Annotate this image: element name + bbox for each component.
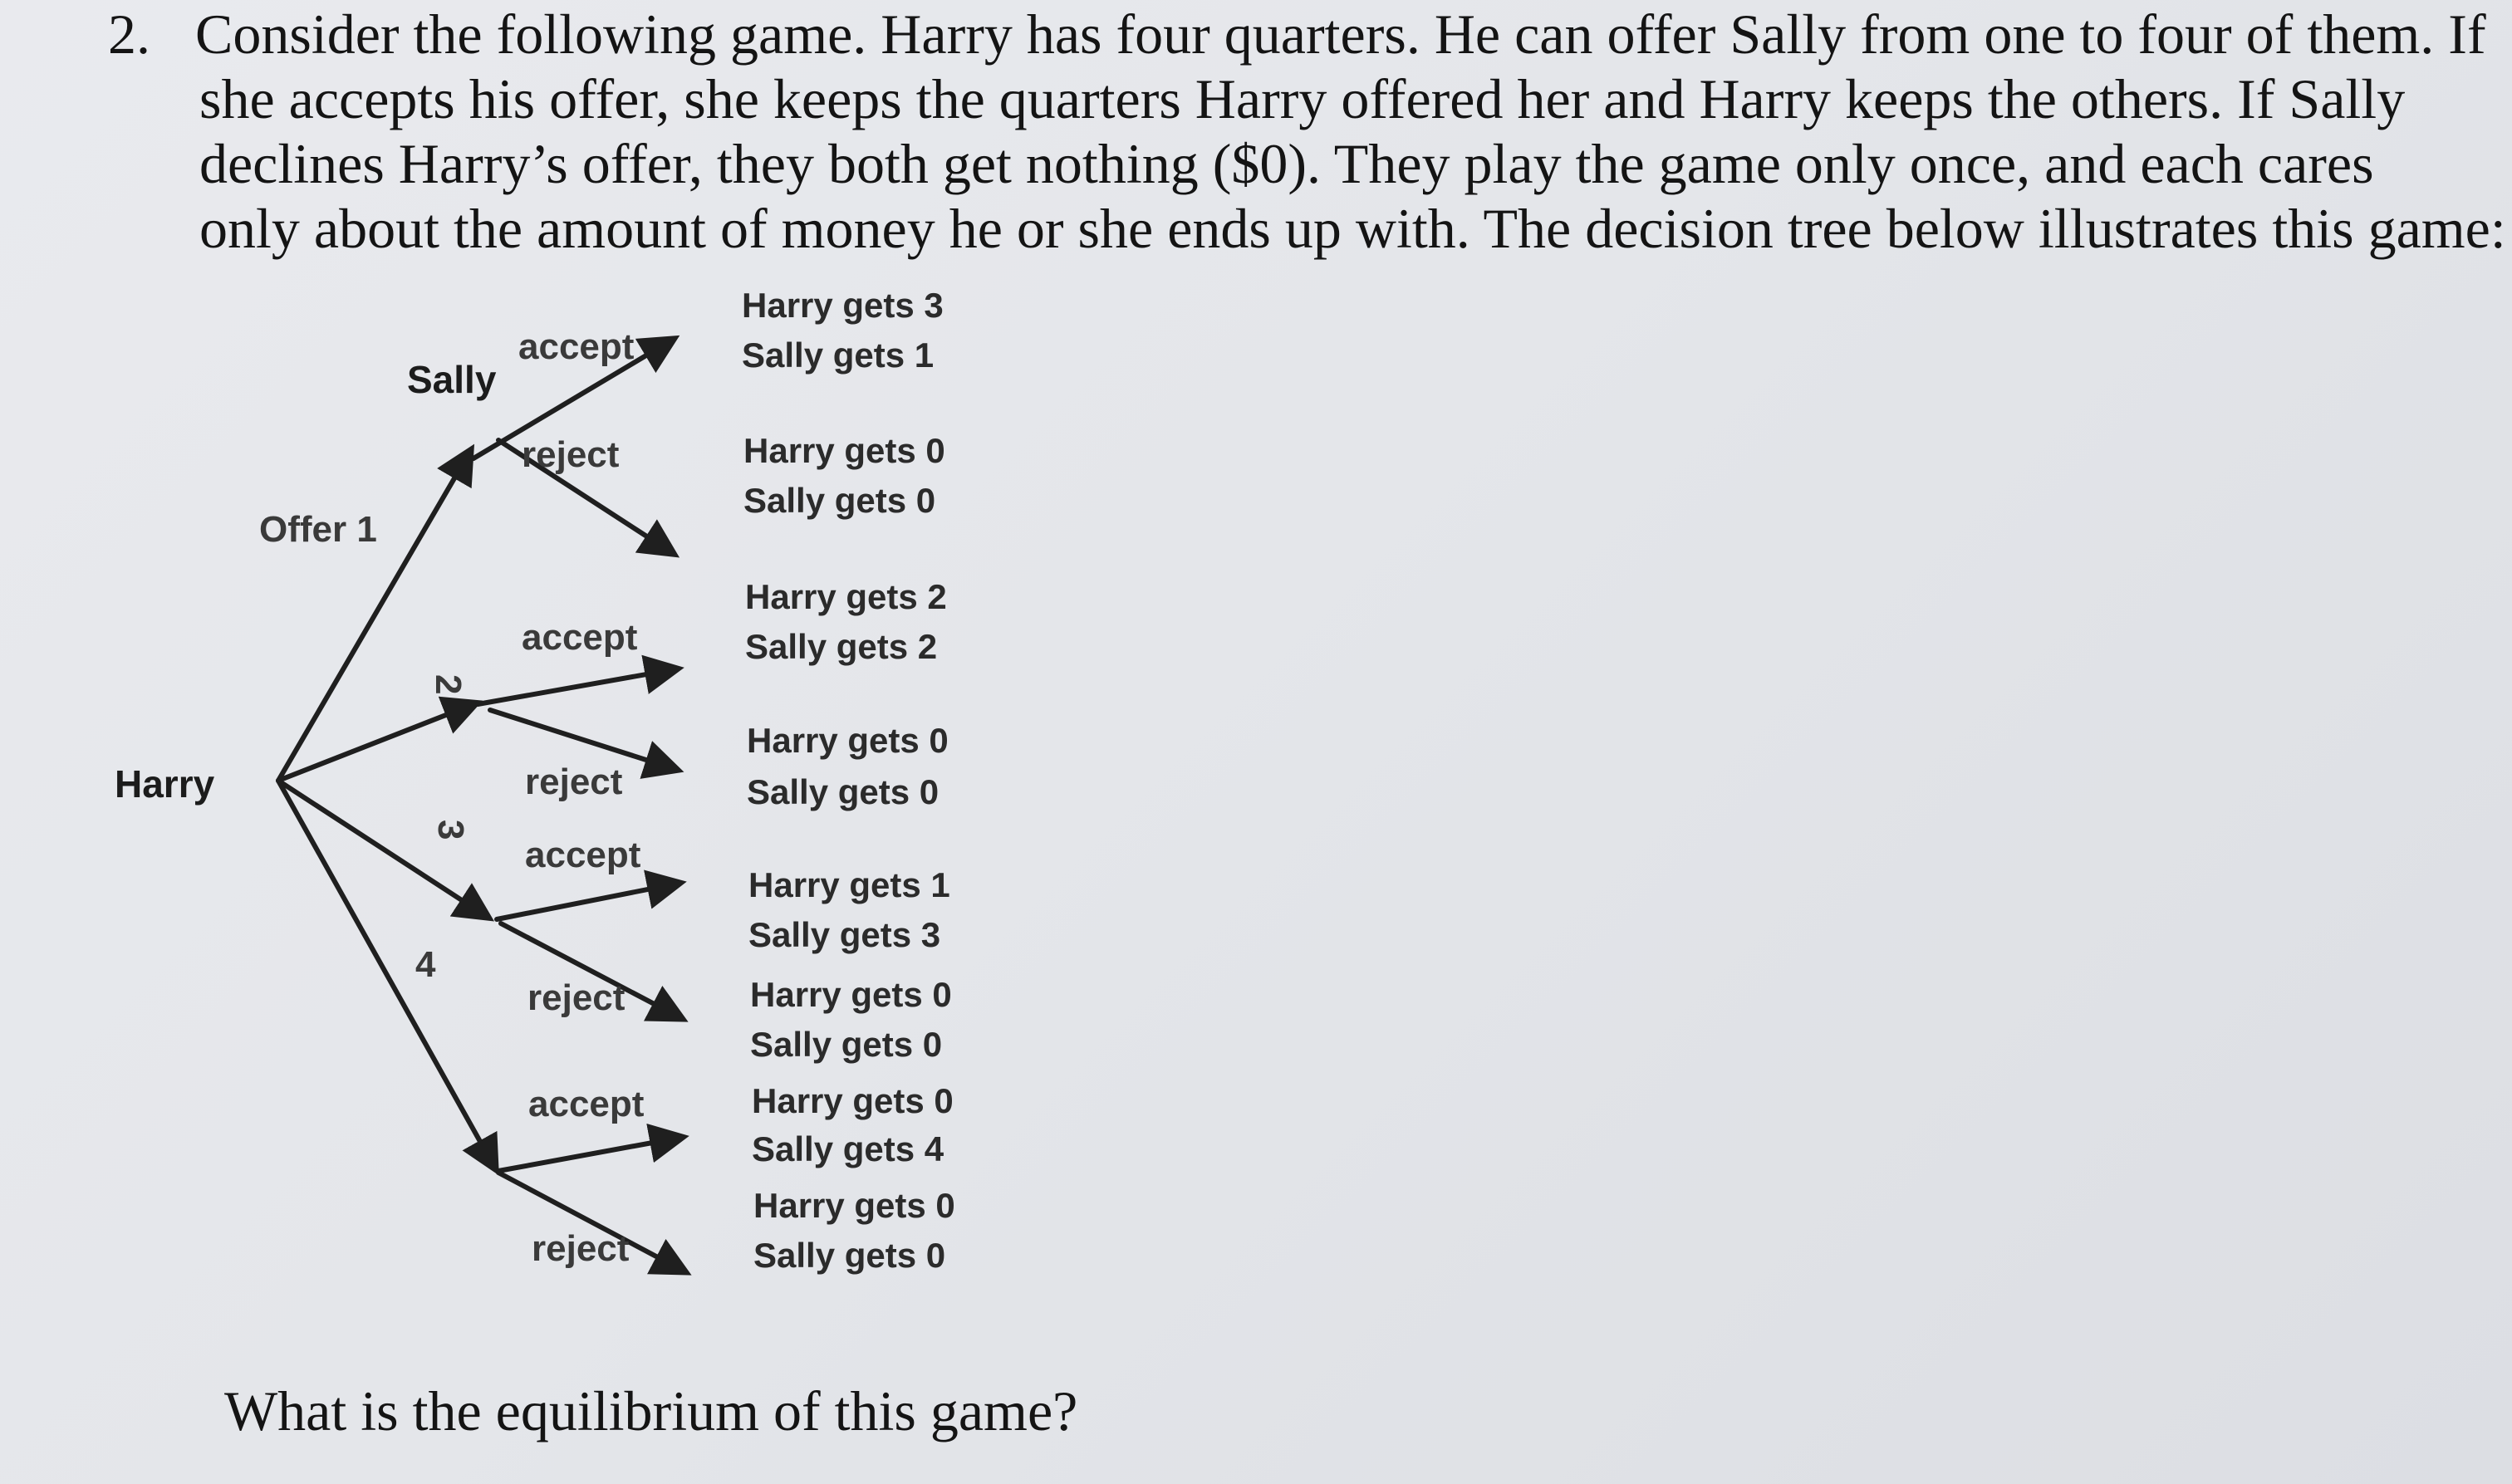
offer-3-label: 3 [430,820,471,840]
payoff-2-reject-harry: Harry gets 0 [747,721,949,760]
payoff-3-reject-harry: Harry gets 0 [750,975,952,1014]
payoff-2-accept-harry: Harry gets 2 [745,577,947,616]
branch-3-reject-label: reject [527,977,626,1018]
sally-node-label: Sally [407,358,497,401]
payoff-1-accept-harry: Harry gets 3 [742,286,944,325]
question-line-2: she accepts his offer, she keeps the quarters Harry offered her and Harry keeps the others. If Sally [199,67,2406,130]
branch-2-reject-label: reject [525,762,623,802]
branch-2-accept-label: accept [522,617,638,658]
offer-2-label: 2 [428,674,469,695]
question-line-4: only about the amount of money he or she ends up with. The decision tree below illustrates this game: [199,197,2506,260]
payoff-3-accept-sally: Sally gets 3 [748,915,941,954]
branch-3-accept-label: accept [525,835,641,875]
branch-4-accept-edge [498,1138,680,1171]
branch-3-accept-edge [497,884,677,919]
harry-node-label: Harry [115,762,215,806]
question-line-1: Consider the following game. Harry has four quarters. He can offer Sally from one to four of them. If [195,2,2486,66]
question-number: 2. [108,2,150,66]
branch-1-reject-label: reject [522,434,620,475]
branch-4-accept-label: accept [528,1084,645,1124]
payoff-3-accept-harry: Harry gets 1 [748,865,950,904]
branch-2-reject-edge [490,710,675,769]
question-line-3: declines Harry’s offer, they both get nothing ($0). They play the game only once, and each cares [199,132,2374,195]
offer-1-edge [278,453,469,781]
followup-question: What is the equilibrium of this game? [224,1379,1078,1442]
payoff-2-reject-sally: Sally gets 0 [747,772,940,811]
payoff-4-accept-harry: Harry gets 0 [752,1081,954,1120]
branch-1-accept-label: accept [518,326,635,367]
payoff-1-accept-sally: Sally gets 1 [742,335,935,375]
payoff-3-reject-sally: Sally gets 0 [750,1025,943,1064]
branch-4-reject-label: reject [532,1228,630,1269]
payoff-1-reject-sally: Sally gets 0 [743,481,936,520]
offer-1-label: Offer 1 [259,509,377,550]
offer-2-edge [278,704,473,781]
offer-3-edge [278,781,486,916]
offer-4-label: 4 [415,944,436,985]
payoff-2-accept-sally: Sally gets 2 [745,627,938,666]
payoff-4-reject-harry: Harry gets 0 [753,1186,955,1225]
branch-2-accept-edge [478,669,675,704]
payoff-4-reject-sally: Sally gets 0 [753,1236,946,1275]
payoff-4-accept-sally: Sally gets 4 [752,1129,944,1168]
payoff-1-reject-harry: Harry gets 0 [743,431,945,470]
